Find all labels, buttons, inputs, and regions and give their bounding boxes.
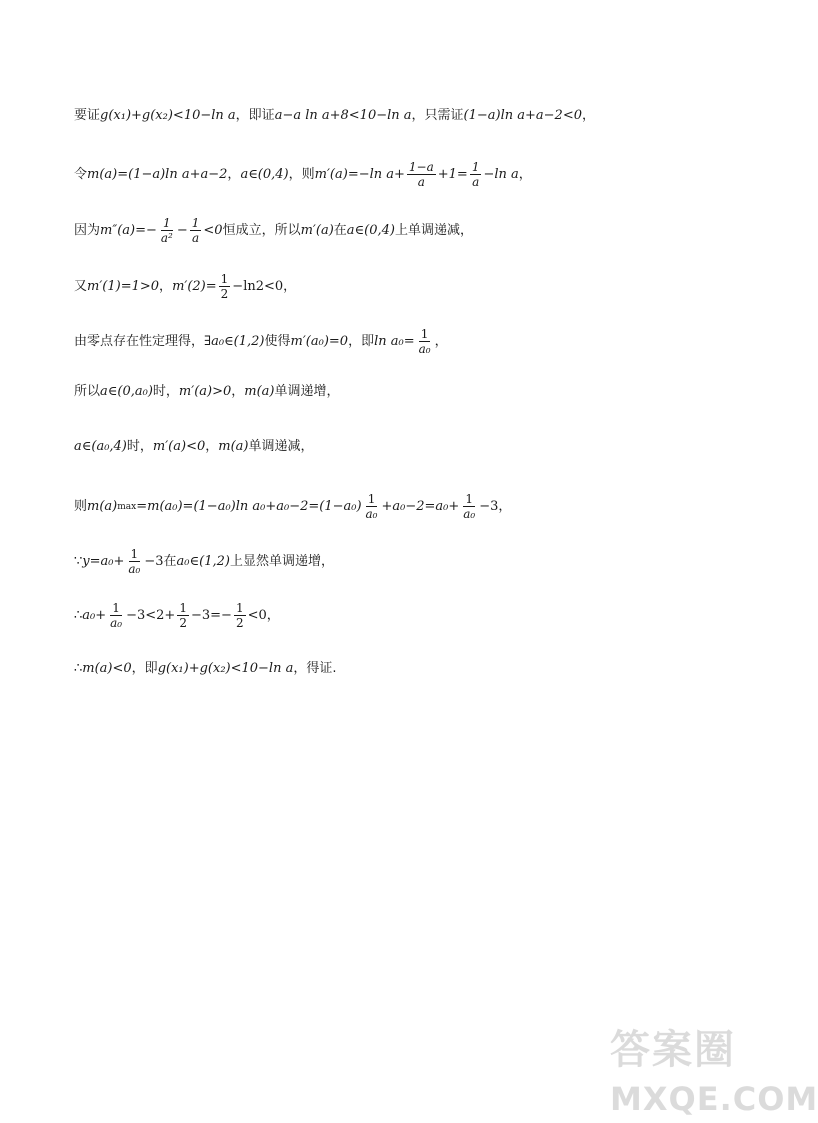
fraction — [159, 216, 175, 245]
fraction-denominator: 2 — [179, 616, 187, 630]
text-segment: 要证 — [74, 108, 101, 123]
math-expression: +a₀−2=a₀+ — [381, 498, 460, 514]
fraction-denominator: a — [472, 175, 480, 189]
text-segment: 上单调递减， — [395, 222, 474, 238]
text-segment: ，即 — [348, 333, 375, 349]
math-expression: a−a ln a+8<10−ln a — [274, 108, 412, 123]
fraction — [126, 547, 142, 576]
math-expression: (1−a)ln a+a−2<0 — [463, 108, 582, 123]
math-expression: a₀∈(1,2) — [176, 553, 230, 569]
text-segment: 时， — [152, 384, 179, 399]
fraction-numerator: 1−a — [408, 160, 434, 174]
math-expression: −ln2<0 — [232, 278, 284, 294]
fraction — [108, 601, 124, 630]
fraction — [461, 492, 477, 521]
text-segment: ∴ — [74, 661, 83, 676]
proof-line-10 — [74, 601, 280, 630]
fraction-numerator: 1 — [465, 492, 474, 506]
fraction-denominator: a₀ — [418, 342, 431, 356]
proof-line-8 — [74, 492, 511, 521]
math-expression: =m(a₀)=(1−a₀)ln a₀+a₀−2=(1−a₀) — [136, 498, 362, 514]
math-expression: m(a)<0 — [82, 661, 132, 676]
text-segment: ∴ — [74, 607, 83, 623]
fraction-denominator: 2 — [220, 287, 229, 301]
proof-line-11 — [74, 660, 336, 678]
text-segment: ， — [266, 607, 280, 623]
math-expression: −3=− — [190, 607, 232, 623]
text-segment: ， — [205, 439, 219, 454]
text-segment: 恒成立，所以 — [222, 222, 301, 238]
text-segment: 因为 — [74, 222, 101, 238]
math-expression: <0 — [203, 222, 223, 238]
math-expression: m′(a)>0 — [178, 384, 232, 399]
math-expression: m(a) — [87, 498, 118, 514]
text-segment: 上显然单调递增， — [229, 553, 334, 569]
math-expression: m(a)=(1−a)ln a+a−2 — [87, 166, 228, 182]
text-segment: ， — [159, 278, 173, 294]
math-expression: ln a₀= — [374, 333, 415, 349]
proof-line-9 — [74, 547, 334, 576]
text-segment: 使得 — [264, 333, 291, 349]
fraction — [407, 160, 436, 189]
fraction-denominator: a₀ — [365, 507, 378, 521]
proof-line-6 — [74, 383, 340, 401]
fraction-denominator: 2 — [235, 616, 244, 630]
fraction-denominator: a₀ — [110, 616, 123, 630]
fraction — [417, 327, 433, 356]
proof-line-5 — [74, 327, 448, 356]
proof-line-3 — [74, 216, 473, 245]
text-segment: ，即证 — [235, 108, 275, 123]
fraction-denominator: a² — [160, 231, 173, 245]
text-segment: 在 — [333, 222, 347, 238]
fraction-numerator: 1 — [235, 601, 244, 615]
fraction-numerator: 1 — [179, 601, 187, 615]
proof-line-1 — [74, 107, 595, 125]
text-segment: 则 — [74, 498, 88, 514]
watermark-logo — [610, 1018, 818, 1118]
fraction — [177, 601, 189, 630]
fraction-denominator: a₀ — [463, 507, 476, 521]
subscript: max — [117, 501, 137, 512]
fraction-numerator: 1 — [220, 272, 229, 286]
math-expression: −3<2+ — [126, 607, 176, 623]
math-expression: g(x₁)+g(x₂)<10−ln a — [157, 661, 294, 676]
fraction-numerator: 1 — [163, 216, 171, 230]
text-segment: ∵ — [74, 553, 83, 569]
proof-line-2 — [74, 160, 532, 189]
fraction-denominator: a — [192, 231, 200, 245]
math-expression: m″(a)=− — [100, 222, 157, 238]
text-segment: ， — [518, 166, 532, 182]
fraction — [219, 272, 231, 301]
math-expression: − — [176, 222, 188, 238]
fraction-numerator: 1 — [367, 492, 376, 506]
text-segment: 单调递减， — [248, 439, 314, 454]
text-segment: ，得证. — [293, 661, 337, 676]
fraction-denominator: a — [417, 175, 425, 189]
math-expression: <0 — [247, 607, 267, 623]
math-expression: a∈(0,a₀) — [100, 384, 153, 399]
text-segment: ， — [498, 498, 512, 514]
fraction-numerator: 1 — [420, 327, 429, 341]
fraction — [234, 601, 246, 630]
math-expression: m′(2)= — [172, 278, 217, 294]
math-expression: a∈(0,4) — [240, 166, 289, 182]
math-expression: −3 — [144, 553, 164, 569]
math-expression: +1= — [437, 166, 468, 182]
text-segment: ， — [227, 166, 241, 182]
fraction — [470, 160, 482, 189]
text-segment: ， — [582, 108, 596, 123]
text-segment: 令 — [74, 166, 88, 182]
text-segment: 单调递增， — [274, 384, 340, 399]
watermark-title: 答案圈 — [610, 1027, 736, 1073]
text-segment: ，即 — [131, 661, 158, 676]
math-expression: y=a₀+ — [82, 553, 125, 569]
math-expression: g(x₁)+g(x₂)<10−ln a — [100, 108, 236, 123]
fraction-denominator: a₀ — [128, 562, 141, 576]
text-segment: ，则 — [288, 166, 315, 182]
math-expression: m′(1)=1>0 — [87, 278, 160, 294]
text-segment: ，只需证 — [411, 108, 464, 123]
math-expression: m′(a₀)=0 — [290, 333, 349, 349]
math-expression: −ln a — [483, 166, 519, 182]
math-expression: m′(a)=−ln a+ — [314, 166, 405, 182]
text-segment: ， — [434, 333, 448, 349]
watermark-url: MXQE.COM — [610, 1080, 818, 1118]
text-segment: 所以 — [74, 384, 101, 399]
fraction-numerator: 1 — [471, 160, 480, 174]
math-expression: a₀+ — [82, 607, 107, 623]
text-segment: 在 — [163, 553, 177, 569]
math-expression: m(a) — [244, 384, 275, 399]
text-segment: 又 — [74, 278, 88, 294]
text-segment: 由零点存在性定理得， — [74, 333, 205, 349]
fraction — [190, 216, 202, 245]
proof-line-4 — [74, 272, 296, 301]
fraction-numerator: 1 — [112, 601, 120, 615]
math-expression: m(a) — [218, 439, 249, 454]
fraction — [364, 492, 380, 521]
text-segment: 时， — [126, 439, 153, 454]
fraction-numerator: 1 — [130, 547, 139, 561]
text-segment: ， — [283, 278, 297, 294]
math-expression: a∈(a₀,4) — [74, 439, 127, 454]
proof-line-7 — [74, 438, 314, 456]
math-expression: −3 — [479, 498, 499, 514]
math-expression: m′(a) — [300, 222, 334, 238]
math-expression: ∃a₀∈(1,2) — [204, 333, 265, 349]
math-expression: m′(a)<0 — [152, 439, 206, 454]
text-segment: ， — [231, 384, 245, 399]
math-expression: a∈(0,4) — [346, 222, 395, 238]
fraction-numerator: 1 — [191, 216, 200, 230]
